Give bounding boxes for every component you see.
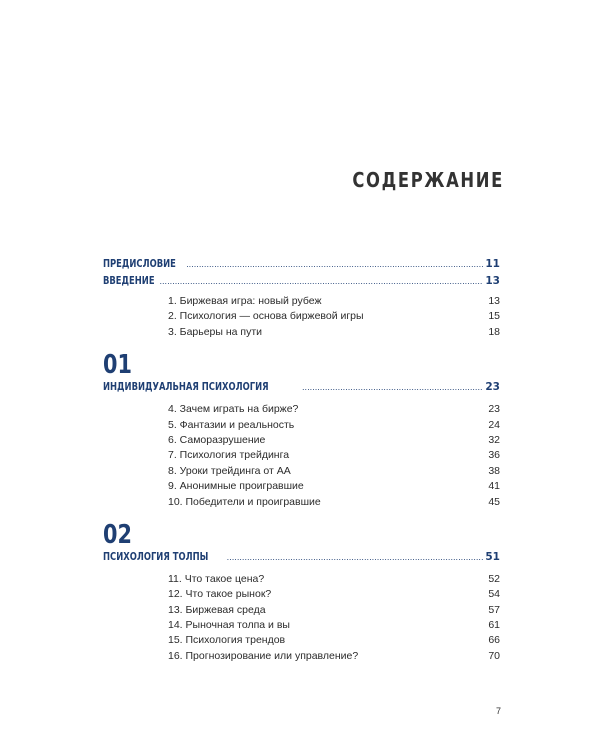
chapter-page: 18 [488, 325, 500, 338]
chapter-title: 14. Рыночная толпа и вы [168, 619, 290, 632]
toc-entry-title: ИНДИВИДУАЛЬНАЯ ПСИХОЛОГИЯ [103, 381, 269, 394]
chapter-title: 12. Что такое рынок? [168, 588, 272, 601]
chapter-title: 6. Саморазрушение [168, 433, 266, 446]
chapter-item[interactable] [168, 464, 500, 479]
chapter-page: 15 [488, 310, 500, 323]
part-1-chapter-list [168, 402, 500, 510]
toc-entry-preface[interactable] [103, 256, 500, 273]
chapter-item[interactable] [168, 309, 500, 324]
chapter-title: 1. Биржевая игра: новый рубеж [168, 295, 322, 307]
chapter-title: 5. Фантазии и реальность [168, 418, 295, 431]
leader-dots [186, 256, 483, 273]
toc-entry-title: ВВЕДЕНИЕ [103, 275, 155, 287]
chapter-title: 8. Уроки трейдинга от АА [168, 464, 291, 477]
page-title: СОДЕРЖАНИЕ [352, 168, 504, 192]
chapter-page: 36 [488, 449, 500, 462]
chapter-title: 15. Психология трендов [168, 634, 286, 647]
chapter-item[interactable] [168, 603, 500, 618]
toc-entry-introduction[interactable] [103, 273, 500, 290]
chapter-page: 66 [488, 634, 500, 647]
chapter-page: 32 [488, 433, 500, 446]
chapter-item[interactable] [168, 418, 500, 433]
chapter-item[interactable] [168, 294, 500, 309]
toc-entry-title: ПСИХОЛОГИЯ ТОЛПЫ [103, 550, 209, 563]
chapter-title: 2. Психология — основа биржевой игры [168, 310, 364, 323]
toc-entry-page: 51 [485, 550, 500, 563]
chapter-page: 24 [488, 418, 500, 431]
chapter-item[interactable] [168, 572, 500, 587]
chapter-page: 54 [488, 588, 500, 601]
chapter-page: 13 [488, 295, 500, 307]
chapter-item[interactable] [168, 448, 500, 463]
leader-dots [302, 379, 483, 396]
chapter-item[interactable] [168, 402, 500, 417]
chapter-title: 11. Что такое цена? [168, 572, 265, 585]
chapter-title: 4. Зачем играть на бирже? [168, 403, 299, 416]
part-number: 02 [103, 519, 132, 550]
chapter-item[interactable] [168, 433, 500, 448]
chapter-title: 3. Барьеры на пути [168, 325, 263, 338]
chapter-page: 41 [488, 480, 500, 493]
toc-entry-title: ПРЕДИСЛОВИЕ [103, 258, 176, 270]
toc-entry-page: 23 [485, 381, 500, 394]
chapter-item[interactable] [168, 649, 500, 664]
chapter-title: 13. Биржевая среда [168, 603, 266, 616]
chapter-item[interactable] [168, 479, 500, 494]
part-number: 01 [103, 350, 132, 381]
chapter-item[interactable] [168, 495, 500, 510]
chapter-page: 38 [488, 464, 500, 477]
chapter-item[interactable] [168, 633, 500, 648]
part-2-chapter-list [168, 572, 500, 664]
leader-dots [159, 273, 483, 290]
toc-entry-page: 11 [485, 258, 500, 270]
chapter-page: 70 [488, 649, 500, 662]
table-of-contents [103, 256, 500, 664]
toc-entry-part-2[interactable] [103, 549, 500, 566]
leader-dots [227, 549, 484, 566]
toc-entry-part-1[interactable] [103, 379, 500, 396]
chapter-page: 57 [488, 603, 500, 616]
chapter-page: 45 [488, 495, 500, 508]
chapter-page: 61 [488, 619, 500, 632]
chapter-title: 7. Психология трейдинга [168, 449, 290, 462]
intro-chapter-list [168, 294, 500, 340]
chapter-title: 16. Прогнозирование или управление? [168, 649, 359, 662]
chapter-item[interactable] [168, 618, 500, 633]
chapter-item[interactable] [168, 587, 500, 602]
page-number: 7 [496, 706, 502, 716]
chapter-title: 10. Победители и проигравшие [168, 495, 321, 508]
chapter-page: 52 [488, 572, 500, 585]
chapter-item[interactable] [168, 325, 500, 340]
chapter-page: 23 [488, 403, 500, 416]
chapter-title: 9. Анонимные проигравшие [168, 480, 304, 493]
toc-entry-page: 13 [485, 275, 500, 287]
